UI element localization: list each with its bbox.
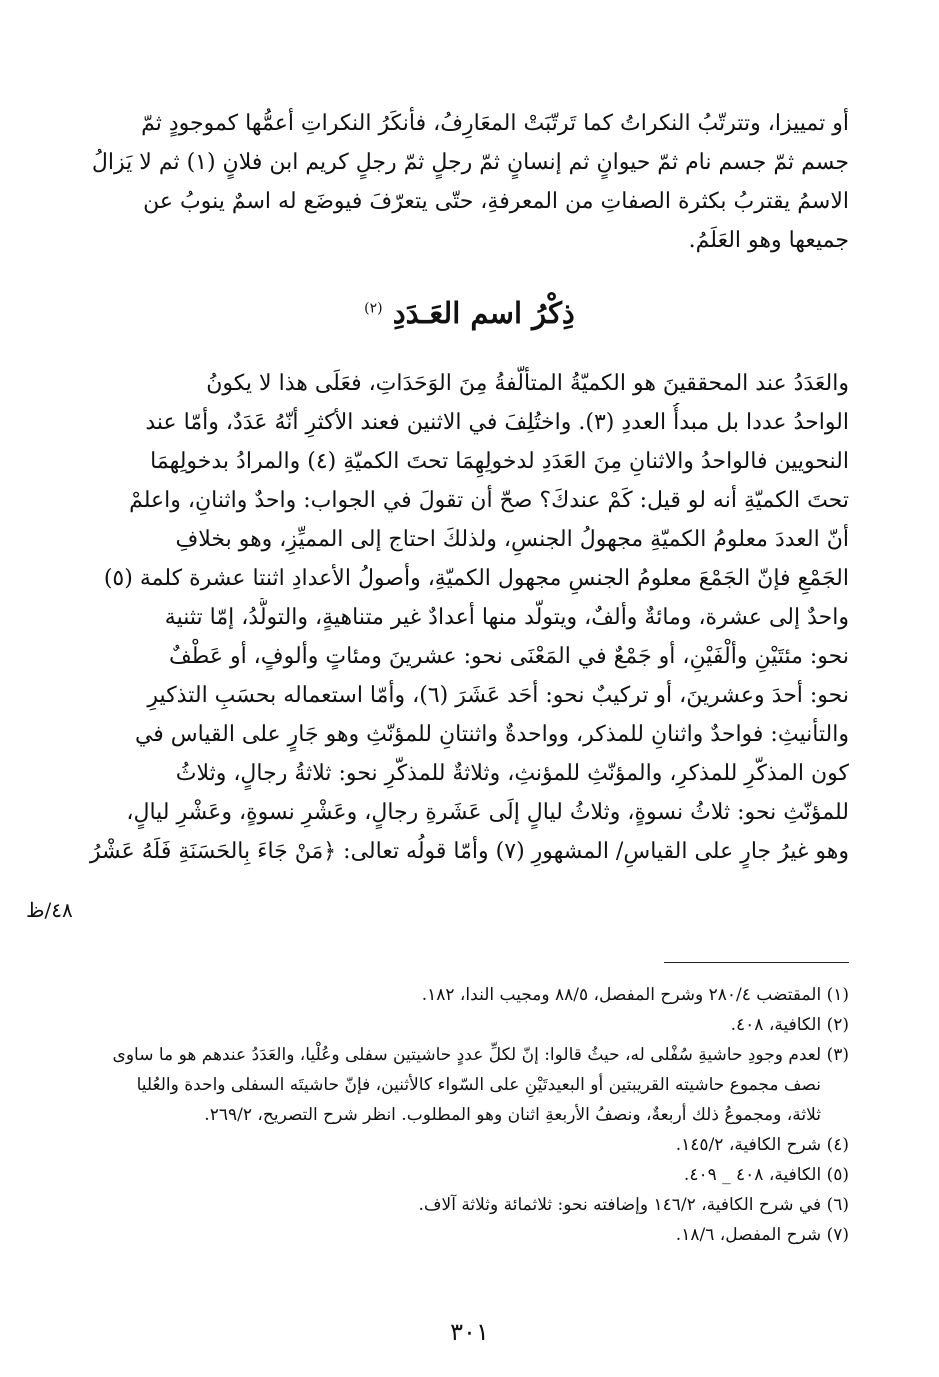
text-line: الواحدُ عددا بل مبدأُ العددِ (٣). واختُلِفَ في الاثنين فعند الأكثرِ أنّهُ عَدَدٌ، وأمّا عند <box>145 410 849 435</box>
body-paragraph <box>89 364 849 871</box>
text-line: أو تمييزا، وتترتّبُ النكراتُ كما تَرتّبَتْ المعَارِفُ، فأنكَرُ النكراتِ أعمُّها كموجودٍ ثمّ <box>141 111 849 136</box>
text-line: تحتَ الكميّةِ أنه لو قيل: كَمْ عندكَ؟ صحّ أن تقولَ في الجواب: واحدٌ واثنانِ، واعلمْ <box>129 488 849 513</box>
text-line: جميعها وهو العَلَمُ. <box>688 228 849 253</box>
section-heading <box>0 296 939 330</box>
footnote-line: نصف مجموع حاشيته القريبتين أو البعيدتَيْنِ على السّواء كالأثنين، فإنّ حاشيتَه السفلى واحدة والعُليا <box>136 1075 821 1095</box>
footnote-line: (٣) لعدم وجودِ حاشيةِ سُفْلى له، حيثُ قالوا: إنّ لكلِّ عددٍ حاشيتين سفلى وعُلْيا، والعَدَدُ عندهم هو ما ساوى <box>112 1045 849 1065</box>
text-line: واحدٌ إلى عشرة، ومائةٌ وألفٌ، ويتولّد منها أعدادٌ غير متناهيةٍ، والتولُّدُ، إمّا تثنية <box>164 605 849 630</box>
text-line: الاسمُ يقتربُ بكثرة الصفاتِ من المعرفةِ، حتّى يتعرّفَ فيوضَع له اسمٌ ينوبُ عن <box>143 189 849 214</box>
manuscript-folio-note: ٤٨/ظ <box>26 898 73 922</box>
footnotes <box>89 980 849 1250</box>
text-line: نحو: مئتَيْنِ وألْفَيْنِ، أو جَمْعٌ في المَعْنَى نحو: عشرينَ ومئاتٍ وألوفٍ، أو عَطْفٌ <box>169 644 849 669</box>
footnote-line: (١) المقتضب ٢٨٠/٤ وشرح المفصل، ٨٨/٥ ومجيب الندا، ١٨٢. <box>421 985 849 1005</box>
footnote-line: (٧) شرح المفصل، ١٨/٦. <box>675 1225 849 1245</box>
text-line: جسم ثمّ جسم نام ثمّ حيوانٍ ثم إنسانٍ ثمّ رجلٍ ثمّ رجلٍ كريم ابن فلانٍ (١) ثم لا يَزالُ <box>91 150 849 175</box>
text-line: أنّ العددَ معلومُ الكميّةِ مجهولُ الجنسِ، ولذلكَ احتاج إلى المميِّزِ، وهو بخلافِ <box>175 527 849 552</box>
text-line: للمؤنّثِ نحو: ثلاثُ نسوةٍ، وثلاثُ ليالٍ إلَى عَشَرةِ رجالٍ، وعَشْرِ نسوةٍ، وعَشْرِ ليالٍ، <box>126 800 849 825</box>
text-line: وهو غيرُ جارٍ على القياسِ/ المشهورِ (٧) وأمّا قولُه تعالى: ﴿مَنْ جَاءَ بِالحَسَنَةِ فَلَهُ عَشْرُ <box>89 839 849 864</box>
text-line: والعَدَدُ عند المحققينَ هو الكميّةُ المتألّفةُ مِنَ الوَحَدَاتِ، فعَلَى هذا لا يكونُ <box>206 371 849 396</box>
page-number: ٣٠١ <box>450 1318 489 1346</box>
footnote-line: (٤) شرح الكافية، ١٤٥/٢. <box>675 1135 849 1155</box>
footnote-divider <box>664 962 849 963</box>
intro-paragraph <box>89 104 849 260</box>
text-line: نحو: أحدَ وعشرينَ، أو تركيبٌ نحو: أحَد عَشَرَ (٦)، وأمّا استعماله بحسَبِ التذكيرِ <box>147 683 849 708</box>
footnote-line: (٦) في شرح الكافية، ١٤٦/٢ وإضافته نحو: ثلاثمائة وثلاثة آلاف. <box>418 1195 849 1215</box>
section-heading-note: (٢) <box>364 300 383 317</box>
footnote-line: (٥) الكافية، ٤٠٨ _ ٤٠٩. <box>683 1165 849 1185</box>
footnote-line: ثلاثة، ومجموعُ ذلك أربعةٌ، ونصفُ الأربعةِ اثنان وهو المطلوب. انظر شرح التصريح، ٢٦٩/٢. <box>204 1105 821 1125</box>
text-line: والتأنيثِ: فواحدٌ واثنانِ للمذكر، وواحدةٌ واثنتانِ للمؤنّثِ وهو جَارٍ على القياس في <box>134 722 849 747</box>
text-line: النحويين فالواحدُ والاثنانِ مِنَ العَدَدِ لدخولِهِمَا تحتَ الكميّةِ (٤) والمرادُ بدخولِهمَا <box>150 449 849 474</box>
text-line: كون المذكّرِ للمذكرِ، والمؤنّثِ للمؤنثِ، وثلاثةٌ للمذكّرِ نحو: ثلاثةُ رجالٍ، وثلاثُ <box>175 761 849 786</box>
section-heading-text: ذِكْرُ اسم العَـدَدِ <box>392 296 575 330</box>
text-line: الجَمْعِ فإنّ الجَمْعَ معلومُ الجنسِ مجهول الكميّةِ، وأصولُ الأعدادِ اثنتا عشرة كلمة (٥) <box>103 566 849 591</box>
footnote-line: (٢) الكافية، ٤٠٨. <box>730 1015 849 1035</box>
